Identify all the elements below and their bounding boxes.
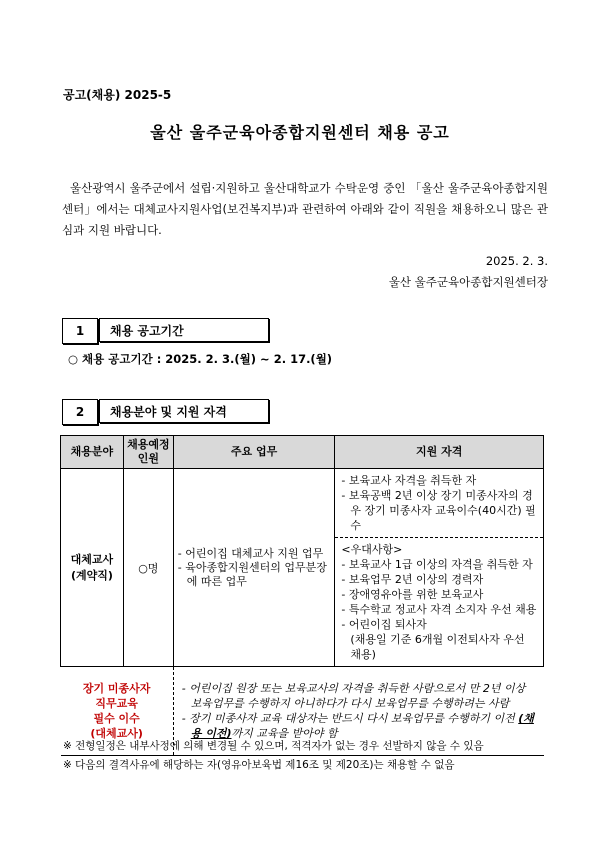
count-cell: ○명 [123,469,173,667]
duty-item: - 어린이집 대체교사 지원 업무 [177,546,324,560]
preferred-item: - 특수학교 정교사 자격 소지자 우선 채용 [341,603,537,616]
training-line-2 [182,711,536,741]
qual-item: - 보육교사 자격을 취득한 자 [341,474,477,487]
header-quals: 지원 자격 [335,436,544,469]
requirements-table [60,435,544,756]
preferred-item: - 어린이집 퇴사자 [341,618,427,631]
duty-item: - 육아종합지원센터의 업무분장에 따른 업무 [177,560,327,588]
qual-item: - 보육공백 2년 이상 장기 미종사자의 경우 장기 미종사자 교육이수(40시간) 필수 [341,489,536,532]
preferred-quals-cell [335,538,544,667]
preferred-item: - 보육교사 1급 이상의 자격을 취득한 자 [341,558,533,571]
header-count: 채용예정 인원 [123,436,173,469]
preferred-title: <우대사항> [341,543,403,556]
preferred-item: - 장애영유아를 위한 보육교사 [341,588,484,601]
duties-cell [173,469,335,667]
intro-text: 울산광역시 울주군에서 설립·지원하고 울산대학교가 수탁운영 중인 「울산 울주군육아종합지원센터」에서는 대체교사지원사업(보건복지부)과 관련하여 아래와 같이 직원을 채용하오니 많은 관심과 지원 바랍니다. [62,181,548,237]
training-line-2-pre: - 장기 미종사자 교육 대상자는 반드시 다시 보육업무를 수행하기 이전 [181,712,519,725]
header-field: 채용분야 [61,436,124,469]
intro-paragraph [62,178,548,241]
table-row [61,469,544,538]
section-2-title: 채용분야 및 지원 자격 [99,399,269,423]
preferred-item: - 보육업무 2년 이상의 경력자 [341,573,484,586]
section-2-number: 2 [62,399,98,425]
note-2: ※ 다음의 결격사유에 해당하는 자(영유아보육법 제16조 및 제20조)는 채용할 수 없음 [63,759,455,771]
required-quals-cell [335,469,544,538]
training-label: 장기 미종사자 직무교육 필수 이수 (대체교사) [61,667,174,756]
header-duties: 주요 업무 [173,436,335,469]
section-1-number: 1 [62,318,98,344]
preferred-item: (채용일 기준 6개월 이전퇴사자 우선 채용) [350,633,525,661]
section-1-title: 채용 공고기간 [99,318,269,342]
notice-number: 공고(채용) 2025-5 [63,88,172,102]
training-line-2-post: 까지 교육을 받아야 함 [231,727,338,740]
field-cell: 대체교사 (계약직) [61,469,124,667]
document-issuer: 울산 울주군육아종합지원센터장 [388,275,548,289]
training-line-1: - 어린이집 원장 또는 보육교사의 자격을 취득한 사람으로서 만 2년 이상 보육업무를 수행하지 아니하다가 다시 보육업무를 수행하려는 사람 [181,682,526,710]
training-emphasis: (채용 이전) [190,712,534,740]
document-title: 울산 울주군육아종합지원센터 채용 공고 [150,123,450,142]
document-date: 2025. 2. 3. [485,254,548,268]
recruitment-period: ○ 채용 공고기간 : 2025. 2. 3.(월) ~ 2. 17.(월) [68,352,333,366]
note-1: ※ 전형일정은 내부사정에 의해 변경될 수 있으며, 적격자가 없는 경우 선발하지 않을 수 있음 [63,740,484,752]
table-header-row [61,436,544,469]
